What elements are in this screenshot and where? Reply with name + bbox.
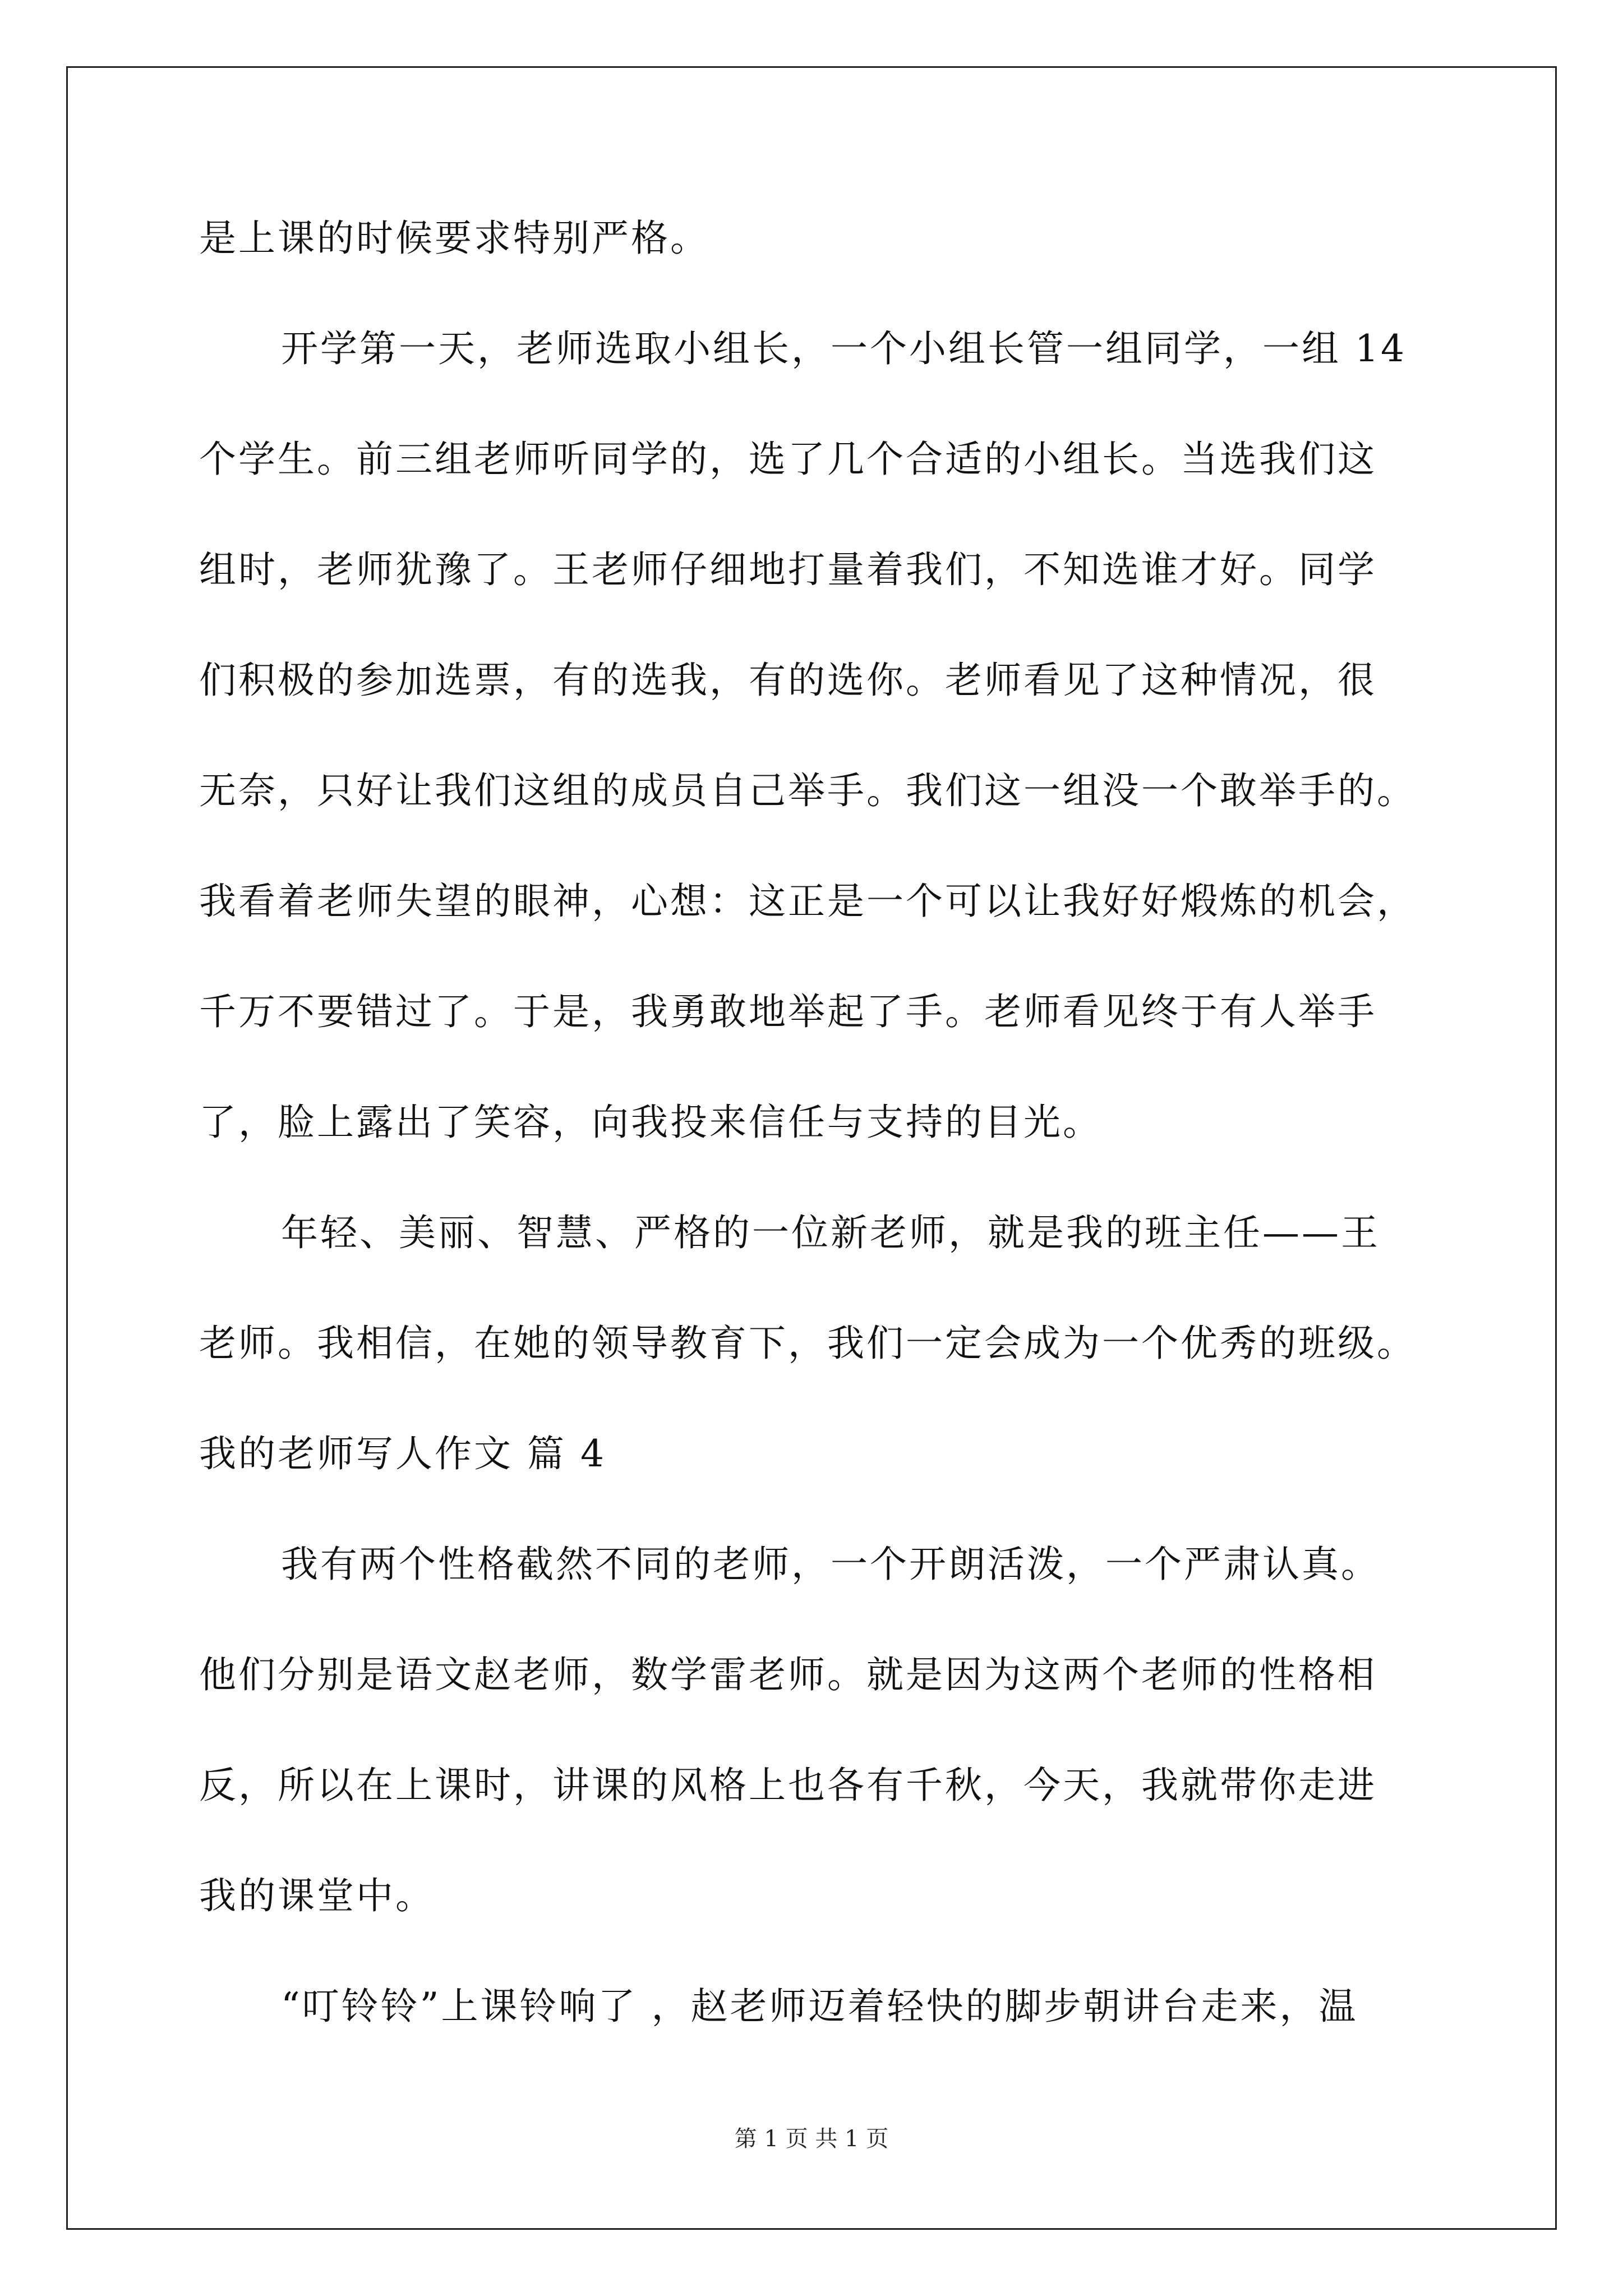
text-line: 我看着老师失望的眼神，心想：这正是一个可以让我好好煅炼的机会， [199,880,1416,923]
paragraph-line: “叮铃铃”上课铃响了 ，赵老师迈着轻快的脚步朝讲台走来，温 [281,1985,1358,2028]
text-line: 是上课的时候要求特别严格。 [199,217,709,260]
page-footer: 第 1 页 共 1 页 [734,2126,889,2152]
section-heading: 我的老师写人作文 篇 4 [199,1432,606,1475]
text-line: 组时，老师犹豫了。王老师仔细地打量着我们，不知选谁才好。同学 [199,548,1377,591]
paragraph-line: 开学第一天，老师选取小组长，一个小组长管一组同学，一组 14 [281,327,1407,370]
text-line: 个学生。前三组老师听同学的，选了几个合适的小组长。当选我们这 [199,438,1377,481]
text-line: 无奈，只好让我们这组的成员自己举手。我们这一组没一个敢举手的。 [199,769,1416,812]
text-line: 们积极的参加选票，有的选我，有的选你。老师看见了这种情况，很 [199,659,1377,702]
paragraph-line: 我有两个性格截然不同的老师，一个开朗活泼，一个严肃认真。 [281,1543,1380,1586]
paragraph-line: 年轻、美丽、智慧、严格的一位新老师，就是我的班主任——王 [281,1211,1380,1254]
text-line: 他们分别是语文赵老师，数学雷老师。就是因为这两个老师的性格相 [199,1653,1377,1696]
text-line: 了，脸上露出了笑容，向我投来信任与支持的目光。 [199,1101,1102,1144]
text-line: 反，所以在上课时，讲课的风格上也各有千秋，今天，我就带你走进 [199,1764,1377,1807]
text-line: 我的课堂中。 [199,1874,435,1917]
text-line: 千万不要错过了。于是，我勇敢地举起了手。老师看见终于有人举手 [199,990,1377,1033]
text-line: 老师。我相信，在她的领导教育下，我们一定会成为一个优秀的班级。 [199,1322,1416,1365]
